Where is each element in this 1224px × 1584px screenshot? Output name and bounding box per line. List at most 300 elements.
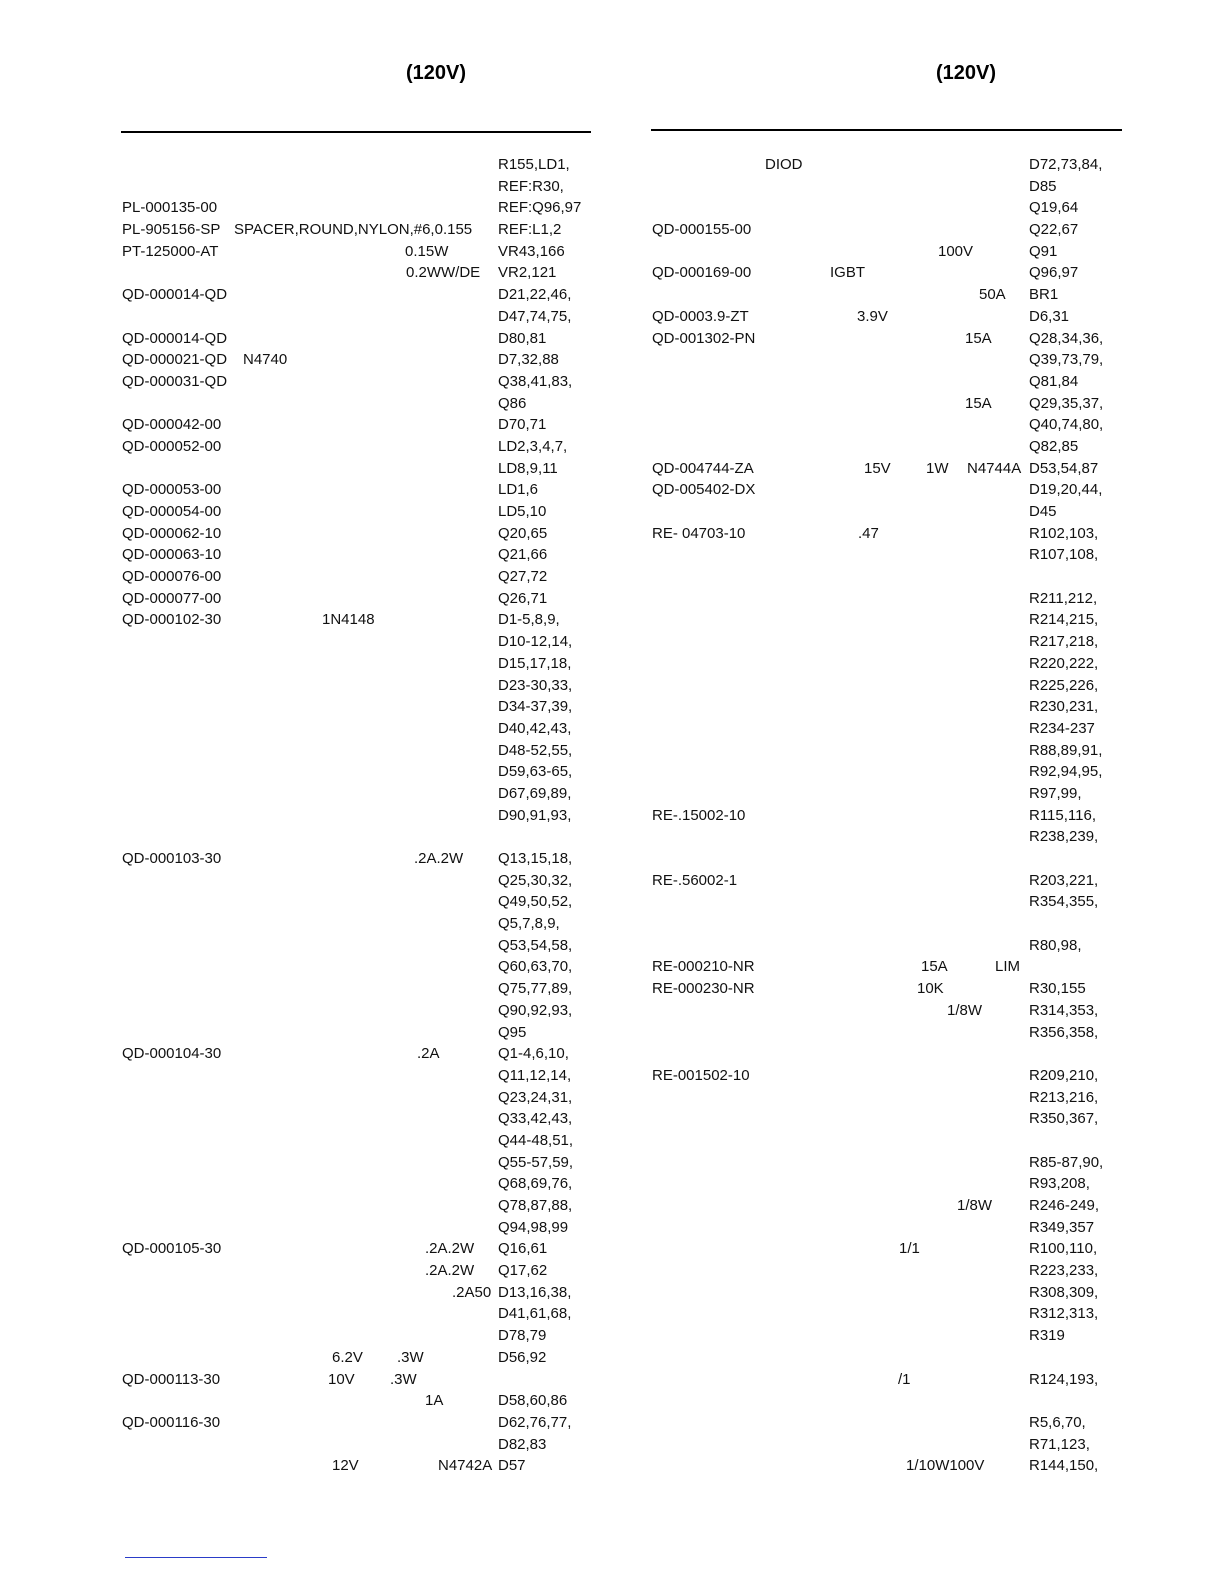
reference-designators: R220,222,: [1029, 654, 1099, 672]
part-description: SPACER,ROUND,NYLON,#6,0.155: [234, 221, 473, 239]
reference-designators: D21,22,46,: [498, 286, 572, 304]
part-row: [122, 393, 592, 415]
reference-designators: Q53,54,58,: [498, 936, 573, 954]
part-row: [652, 1022, 1122, 1044]
part-number: QD-000014-QD: [122, 329, 228, 347]
part-rating: .2A.2W: [425, 1240, 475, 1258]
part-row: [122, 501, 592, 523]
reference-designators: R246-249,: [1029, 1197, 1100, 1214]
reference-designators: R88,89,91,: [1029, 741, 1103, 759]
reference-designators: R356,358,: [1029, 1023, 1099, 1041]
part-rating: 1/8W: [947, 1001, 983, 1019]
part-row: [652, 783, 1122, 805]
reference-designators: Q16,61: [498, 1240, 548, 1258]
reference-designators: VR43,166: [498, 242, 565, 260]
reference-designators: LD8,9,11: [498, 459, 558, 477]
part-row: [652, 1390, 1122, 1412]
reference-designators: D1-5,8,9,: [498, 611, 560, 629]
reference-designators: Q68,69,76,: [498, 1175, 573, 1193]
right-column-header: (120V): [936, 62, 997, 84]
part-row: [652, 1217, 1122, 1239]
reference-designators: D7,32,88: [498, 351, 559, 369]
part-description: /1: [898, 1370, 911, 1388]
part-row: [652, 653, 1122, 675]
reference-designators: D80,81: [498, 329, 547, 347]
part-row: [652, 978, 1122, 1000]
reference-designators: R319: [1029, 1327, 1065, 1345]
reference-designators: R230,231,: [1029, 698, 1099, 716]
reference-designators: D70,71: [498, 416, 547, 434]
reference-designators: D19,20,44,: [1029, 481, 1103, 499]
reference-designators: Q39,73,79,: [1029, 351, 1104, 369]
part-row: [122, 913, 592, 935]
part-description: 15A: [921, 958, 948, 976]
reference-designators: R209,210,: [1029, 1066, 1099, 1084]
reference-designators: D23-30,33,: [498, 676, 573, 694]
part-number: QD-000063-10: [122, 546, 222, 564]
part-row: [122, 1390, 592, 1412]
part-row: [122, 805, 592, 827]
reference-designators: Q38,41,83,: [498, 372, 573, 390]
part-row: [122, 1238, 592, 1260]
reference-designators: Q21,66: [498, 546, 548, 564]
reference-designators: LD1,6: [498, 481, 539, 499]
reference-designators: Q95: [498, 1023, 527, 1041]
part-row: [122, 1260, 592, 1282]
part-row: [122, 1087, 592, 1109]
part-description: 12V: [332, 1457, 359, 1475]
part-row: [122, 349, 592, 371]
part-row: [122, 523, 592, 545]
reference-designators: R225,226,: [1029, 676, 1099, 694]
reference-designators: R234-237: [1029, 719, 1095, 737]
part-row: [652, 1369, 1122, 1391]
part-number: QD-000042-00: [122, 416, 222, 434]
reference-designators: R217,218,: [1029, 633, 1099, 651]
part-row: [122, 1173, 592, 1195]
part-row: [652, 696, 1122, 718]
part-row: [122, 783, 592, 805]
part-row: [652, 1455, 1122, 1477]
reference-designators: Q94,98,99: [498, 1218, 569, 1236]
reference-designators: D82,83: [498, 1435, 547, 1453]
reference-designators: Q90,92,93,: [498, 1001, 573, 1019]
reference-designators: R214,215,: [1029, 611, 1099, 629]
part-row: [652, 1108, 1122, 1130]
reference-designators: R213,216,: [1029, 1088, 1099, 1106]
part-row: [652, 1195, 1122, 1217]
part-row: [122, 956, 592, 978]
part-row: [652, 1260, 1122, 1282]
reference-designators: R80,98,: [1029, 936, 1082, 954]
reference-designators: R100,110,: [1029, 1240, 1098, 1258]
reference-designators: Q1-4,6,10,: [498, 1045, 569, 1063]
part-row: [122, 436, 592, 458]
part-row: [122, 1347, 592, 1369]
part-row: [122, 1022, 592, 1044]
reference-designators: Q17,62: [498, 1262, 548, 1280]
part-row: [652, 544, 1122, 566]
part-row: [652, 913, 1122, 935]
left-parts-list: [122, 154, 592, 1477]
part-number: QD-000155-00: [652, 221, 752, 239]
part-number: QD-000116-30: [122, 1413, 221, 1431]
part-row: [122, 1369, 592, 1391]
reference-designators: R314,353,: [1029, 1001, 1099, 1019]
reference-designators: R155,LD1,: [498, 156, 570, 173]
reference-designators: Q33,42,43,: [498, 1110, 573, 1128]
part-row: [652, 1325, 1122, 1347]
reference-designators: D57: [498, 1457, 526, 1475]
reference-designators: R312,313,: [1029, 1305, 1099, 1323]
part-number: QD-0003.9-ZT: [652, 307, 749, 325]
part-number: PL-905156-SP: [122, 221, 221, 239]
part-number: QD-000031-QD: [122, 372, 228, 390]
part-row: [652, 414, 1122, 436]
part-row: [652, 154, 1122, 176]
reference-designators: LD5,10: [498, 503, 547, 520]
reference-designators: Q27,72: [498, 568, 548, 586]
part-row: [122, 241, 592, 263]
reference-designators: R97,99,: [1029, 784, 1082, 802]
part-rating: .2A50: [452, 1283, 492, 1301]
part-row: [652, 1434, 1122, 1456]
part-number: RE-.15002-10: [652, 806, 746, 824]
part-number: QD-000105-30: [122, 1240, 222, 1258]
reference-designators: Q91: [1029, 242, 1058, 260]
reference-designators: R93,208,: [1029, 1175, 1090, 1193]
part-number: PL-000135-00: [122, 199, 218, 217]
part-rating: .2A: [417, 1045, 440, 1063]
part-number: RE- 04703-10: [652, 524, 746, 542]
reference-designators: R203,221,: [1029, 871, 1099, 889]
part-row: [122, 848, 592, 870]
reference-designators: R30,155: [1029, 980, 1086, 998]
part-rating: 0.15W: [405, 242, 449, 260]
part-row: [652, 197, 1122, 219]
part-row: [122, 631, 592, 653]
reference-designators: Q86: [498, 394, 527, 412]
part-description: 1N4148: [322, 611, 375, 629]
part-row: [652, 176, 1122, 198]
reference-designators: Q22,67: [1029, 221, 1079, 239]
part-description: 3.9V: [857, 307, 888, 325]
part-row: [652, 891, 1122, 913]
reference-designators: Q25,30,32,: [498, 871, 573, 889]
part-description: 6.2V: [332, 1348, 363, 1366]
reference-designators: R92,94,95,: [1029, 763, 1103, 781]
part-row: [122, 826, 592, 848]
reference-designators: D90,91,93,: [498, 806, 572, 824]
reference-designators: D40,42,43,: [498, 719, 572, 737]
reference-designators: Q29,35,37,: [1029, 394, 1104, 412]
part-rating: 100V: [938, 242, 974, 260]
reference-designators: D45: [1029, 503, 1057, 520]
reference-designators: R115,116,: [1029, 806, 1096, 824]
reference-designators: D53,54,87: [1029, 459, 1099, 477]
reference-designators: Q81,84: [1029, 372, 1079, 390]
part-row: [122, 870, 592, 892]
part-row: [652, 371, 1122, 393]
part-row: [652, 436, 1122, 458]
reference-designators: Q55-57,59,: [498, 1153, 574, 1171]
part-row: [652, 1087, 1122, 1109]
part-number: QD-005402-DX: [652, 481, 756, 499]
reference-designators: Q20,65: [498, 524, 548, 542]
reference-designators: D47,74,75,: [498, 307, 572, 325]
part-description: DIOD: [765, 156, 803, 173]
part-row: [122, 1065, 592, 1087]
part-row: [122, 718, 592, 740]
part-description: .47: [858, 524, 879, 542]
part-row: [122, 1303, 592, 1325]
part-row: [652, 479, 1122, 501]
part-row: [652, 848, 1122, 870]
part-row: [122, 675, 592, 697]
reference-designators: D13,16,38,: [498, 1283, 572, 1301]
reference-designators: R5,6,70,: [1029, 1413, 1086, 1431]
reference-designators: D67,69,89,: [498, 784, 572, 802]
part-row: [122, 1434, 592, 1456]
part-row: [122, 306, 592, 328]
part-number: RE-001502-10: [652, 1066, 750, 1084]
reference-designators: Q75,77,89,: [498, 980, 573, 998]
part-rating: 1A: [425, 1392, 444, 1410]
reference-designators: R85-87,90,: [1029, 1153, 1104, 1171]
part-row: [122, 566, 592, 588]
part-row: [652, 1173, 1122, 1195]
reference-designators: Q96,97: [1029, 264, 1079, 282]
part-row: [652, 1238, 1122, 1260]
reference-designators: D78,79: [498, 1327, 547, 1345]
part-row: [122, 1282, 592, 1304]
part-row: [122, 740, 592, 762]
part-rating: .2A.2W: [425, 1262, 475, 1280]
part-number: QD-000102-30: [122, 611, 222, 629]
part-spec: 1W: [926, 459, 949, 477]
part-row: [652, 1000, 1122, 1022]
part-row: [122, 176, 592, 198]
reference-designators: D58,60,86: [498, 1392, 568, 1410]
part-row: [122, 978, 592, 1000]
reference-designators: D34-37,39,: [498, 698, 573, 716]
reference-designators: REF:Q96,97: [498, 199, 582, 217]
part-row: [122, 588, 592, 610]
reference-designators: REF:R30,: [498, 177, 564, 195]
reference-designators: D59,63-65,: [498, 763, 573, 781]
part-row: [652, 284, 1122, 306]
part-row: [652, 805, 1122, 827]
part-description: 10K: [917, 980, 944, 998]
part-row: [652, 1065, 1122, 1087]
part-row: [652, 956, 1122, 978]
reference-designators: D10-12,14,: [498, 633, 573, 651]
reference-designators: D6,31: [1029, 307, 1070, 325]
reference-designators: D15,17,18,: [498, 654, 572, 672]
part-row: [652, 393, 1122, 415]
part-rating: 1/8W: [957, 1197, 993, 1214]
reference-designators: R308,309,: [1029, 1283, 1099, 1301]
part-row: [122, 1325, 592, 1347]
part-row: [122, 1108, 592, 1130]
part-row: [652, 935, 1122, 957]
part-row: [122, 371, 592, 393]
part-row: [122, 1152, 592, 1174]
part-number: QD-000053-00: [122, 481, 222, 499]
part-rating: N4744A: [967, 459, 1022, 477]
reference-designators: BR1: [1029, 286, 1059, 304]
left-column-header: (120V): [406, 62, 467, 84]
part-row: [652, 458, 1122, 480]
reference-designators: Q82,85: [1029, 437, 1079, 455]
reference-designators: D72,73,84,: [1029, 156, 1103, 173]
part-row: [122, 935, 592, 957]
reference-designators: D85: [1029, 177, 1057, 195]
part-number: QD-000014-QD: [122, 286, 228, 304]
reference-designators: Q40,74,80,: [1029, 416, 1104, 434]
part-number: QD-000062-10: [122, 524, 222, 542]
part-rating: 50A: [979, 286, 1006, 304]
reference-designators: R354,355,: [1029, 893, 1099, 911]
reference-designators: R102,103,: [1029, 524, 1099, 542]
reference-designators: R107,108,: [1029, 546, 1099, 564]
part-row: [652, 870, 1122, 892]
reference-designators: Q19,64: [1029, 199, 1079, 217]
part-number: QD-000052-00: [122, 437, 222, 455]
part-number: QD-000113-30: [122, 1370, 221, 1388]
part-row: [122, 1043, 592, 1065]
part-row: [122, 262, 592, 284]
part-number: QD-000077-00: [122, 589, 222, 607]
part-row: [652, 1152, 1122, 1174]
right-header-rule: [651, 129, 1122, 131]
part-row: [122, 479, 592, 501]
reference-designators: D41,61,68,: [498, 1305, 572, 1323]
part-row: [652, 349, 1122, 371]
part-number: RE-.56002-1: [652, 871, 738, 889]
part-row: [122, 219, 592, 241]
reference-designators: R350,367,: [1029, 1110, 1099, 1128]
part-description: 1/10W100V: [906, 1457, 985, 1475]
part-row: [122, 1195, 592, 1217]
part-row: [122, 1455, 592, 1477]
part-row: [652, 1130, 1122, 1152]
reference-designators: Q44-48,51,: [498, 1131, 574, 1149]
reference-designators: R349,357: [1029, 1218, 1095, 1236]
part-row: [652, 306, 1122, 328]
part-number: QD-000054-00: [122, 503, 222, 520]
part-row: [122, 458, 592, 480]
part-row: [122, 609, 592, 631]
part-row: [122, 1000, 592, 1022]
reference-designators: Q26,71: [498, 589, 548, 607]
part-number: PT-125000-AT: [122, 242, 219, 260]
part-row: [652, 826, 1122, 848]
part-row: [122, 653, 592, 675]
part-number: QD-000104-30: [122, 1045, 222, 1063]
part-number: QD-000021-QD: [122, 351, 228, 369]
part-row: [652, 328, 1122, 350]
part-row: [652, 219, 1122, 241]
reference-designators: Q78,87,88,: [498, 1197, 573, 1214]
part-row: [652, 1043, 1122, 1065]
reference-designators: Q13,15,18,: [498, 850, 573, 867]
part-row: [122, 544, 592, 566]
reference-designators: Q49,50,52,: [498, 893, 573, 911]
reference-designators: R238,239,: [1029, 828, 1099, 846]
reference-designators: Q28,34,36,: [1029, 329, 1104, 347]
part-row: [652, 740, 1122, 762]
part-number: QD-004744-ZA: [652, 459, 754, 477]
part-rating: N4742A: [438, 1457, 493, 1475]
part-rating: 15A: [965, 394, 992, 412]
part-row: [652, 1347, 1122, 1369]
part-row: [652, 718, 1122, 740]
reference-designators: D48-52,55,: [498, 741, 573, 759]
reference-designators: R71,123,: [1029, 1435, 1090, 1453]
part-rating: .2A.2W: [414, 850, 464, 867]
part-spec: .3W: [397, 1348, 424, 1366]
part-row: [652, 566, 1122, 588]
part-row: [652, 262, 1122, 284]
part-row: [122, 197, 592, 219]
part-row: [122, 328, 592, 350]
part-row: [652, 609, 1122, 631]
reference-designators: D56,92: [498, 1348, 547, 1366]
part-number: RE-000210-NR: [652, 958, 755, 976]
part-spec: .3W: [390, 1370, 417, 1388]
part-description: 15V: [864, 459, 891, 477]
part-row: [122, 1130, 592, 1152]
part-description: 10V: [328, 1370, 355, 1388]
footer-link-underline: [125, 1557, 267, 1558]
reference-designators: D62,76,77,: [498, 1413, 572, 1431]
part-number: QD-000076-00: [122, 568, 222, 586]
reference-designators: R211,212,: [1029, 589, 1098, 607]
part-row: [652, 1303, 1122, 1325]
part-row: [652, 631, 1122, 653]
part-row: [652, 501, 1122, 523]
part-row: [652, 1412, 1122, 1434]
part-row: [652, 1282, 1122, 1304]
part-description: IGBT: [830, 264, 866, 282]
part-number: QD-001302-PN: [652, 329, 756, 347]
reference-designators: REF:L1,2: [498, 221, 562, 239]
reference-designators: R124,193,: [1029, 1370, 1099, 1388]
part-row: [122, 1217, 592, 1239]
part-rating: 15A: [965, 329, 992, 347]
part-description: N4740: [243, 351, 288, 369]
reference-designators: R144,150,: [1029, 1457, 1099, 1475]
part-number: QD-000103-30: [122, 850, 222, 867]
part-row: [652, 675, 1122, 697]
reference-designators: Q5,7,8,9,: [498, 915, 560, 933]
reference-designators: VR2,121: [498, 264, 557, 282]
part-row: [652, 523, 1122, 545]
part-number: QD-000169-00: [652, 264, 752, 282]
part-row: [122, 891, 592, 913]
reference-designators: Q11,12,14,: [498, 1066, 572, 1084]
part-row: [122, 414, 592, 436]
reference-designators: Q23,24,31,: [498, 1088, 573, 1106]
reference-designators: Q60,63,70,: [498, 958, 573, 976]
part-row: [652, 241, 1122, 263]
part-row: [652, 588, 1122, 610]
part-row: [122, 696, 592, 718]
part-number: RE-000230-NR: [652, 980, 755, 998]
reference-designators: LD2,3,4,7,: [498, 437, 568, 455]
part-row: [652, 761, 1122, 783]
